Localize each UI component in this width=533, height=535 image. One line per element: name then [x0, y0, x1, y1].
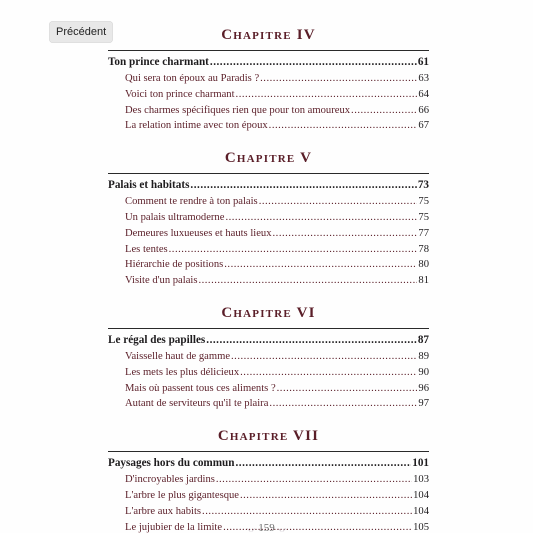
chapter-divider	[108, 50, 429, 51]
chapter-section	[108, 302, 429, 412]
toc-entry-page: 73	[417, 179, 429, 192]
toc-main-entry[interactable]	[108, 331, 429, 349]
toc-entry-label: Comment te rendre à ton palais	[125, 196, 258, 208]
toc-entry-label: L'arbre aux habits	[125, 505, 202, 517]
toc-sub-entry[interactable]	[108, 488, 429, 504]
toc-sub-entry[interactable]	[108, 194, 429, 210]
toc-entry-page: 104	[413, 505, 429, 517]
leader-dots	[198, 273, 417, 289]
toc-entry-label: Le régal des papilles	[108, 333, 206, 346]
chapter-heading: Chapitre V	[224, 150, 313, 167]
toc-entry-label: D'incroyables jardins	[125, 474, 215, 486]
toc-entry-page: 67	[418, 120, 429, 132]
toc-entry-page: 96	[418, 382, 429, 394]
leader-dots	[273, 226, 418, 242]
toc-entry-page: 78	[418, 243, 429, 255]
ornament-right-icon: ⸜⸝	[277, 523, 287, 533]
toc-sub-entry[interactable]	[108, 257, 429, 273]
chapter-divider	[108, 328, 429, 329]
leader-dots	[231, 349, 417, 365]
toc-sub-entry[interactable]	[108, 504, 429, 520]
toc-entry-label: Visite d'un palais	[125, 275, 198, 287]
leader-dots	[224, 257, 417, 273]
toc-sub-entry[interactable]	[108, 87, 429, 103]
toc-entry-page: 101	[412, 457, 429, 470]
leader-dots	[236, 87, 418, 103]
toc-entry-page: 97	[418, 398, 429, 410]
toc-sub-entry[interactable]	[108, 396, 429, 412]
toc-entry-page: 77	[418, 227, 429, 239]
leader-dots	[210, 53, 417, 71]
leader-dots	[216, 472, 412, 488]
toc-sub-entry[interactable]	[108, 381, 429, 397]
toc-entry-label: Vaisselle haut de gamme	[125, 350, 231, 362]
toc-main-entry[interactable]	[108, 53, 429, 71]
toc-entry-page: 80	[418, 259, 429, 271]
toc-entry-page: 103	[413, 474, 429, 486]
ornament-left-icon: ⸜⸝	[246, 523, 256, 533]
toc-entry-label: Demeures luxueuses et hauts lieux	[125, 227, 272, 239]
chapter-section	[108, 147, 429, 289]
toc-entry-label: Un palais ultramoderne	[125, 211, 225, 223]
toc-entry-label: Hiérarchie de positions	[125, 259, 224, 271]
leader-dots	[260, 71, 417, 87]
chapter-heading: Chapitre IV	[221, 27, 316, 43]
chapter-section	[108, 425, 429, 535]
leader-dots	[269, 396, 417, 412]
chapter-heading: Chapitre VII	[217, 428, 320, 445]
chapter-section	[108, 24, 429, 134]
toc-entry-label: Le jujubier de la limite	[125, 521, 223, 533]
back-button[interactable]: Précédent	[49, 21, 113, 43]
leader-dots	[269, 118, 418, 134]
toc-entry-label: Autant de serviteurs qu'il te plaira	[125, 398, 269, 410]
toc-entry-label: Voici ton prince charmant	[125, 88, 235, 100]
leader-dots	[169, 242, 418, 258]
toc-entry-page: 90	[418, 366, 429, 378]
toc-sub-entry[interactable]	[108, 118, 429, 134]
page-number: 159	[258, 522, 275, 534]
toc-sub-entry[interactable]	[108, 210, 429, 226]
toc-sub-entry[interactable]	[108, 103, 429, 119]
leader-dots	[259, 194, 418, 210]
leader-dots	[225, 210, 417, 226]
toc-main-entry[interactable]	[108, 454, 429, 472]
toc-sub-entry[interactable]	[108, 242, 429, 258]
chapter-heading: Chapitre VI	[221, 304, 316, 321]
toc-entry-label: Paysages hors du commun	[108, 457, 235, 470]
toc-entry-label: L'arbre le plus gigantesque	[125, 489, 239, 501]
leader-dots	[190, 176, 416, 194]
toc-entry-page: 75	[418, 196, 429, 208]
leader-dots	[206, 331, 417, 349]
toc-entry-page: 64	[418, 88, 429, 100]
leader-dots	[240, 365, 417, 381]
toc-entry-page: 81	[418, 275, 429, 287]
toc-entry-label: Ton prince charmant	[108, 56, 209, 68]
toc-sub-entry[interactable]	[108, 273, 429, 289]
chapter-divider	[108, 451, 429, 452]
leader-dots	[236, 454, 412, 472]
leader-dots	[240, 488, 412, 504]
toc-entry-label: Qui sera ton époux au Paradis ?	[125, 73, 260, 84]
toc-entry-page: 104	[413, 489, 429, 501]
toc-sub-entry[interactable]	[108, 226, 429, 242]
toc-entry-label: Mais où passent tous ces aliments ?	[125, 382, 276, 394]
table-of-contents	[108, 24, 429, 535]
toc-entry-page: 75	[418, 211, 429, 223]
toc-main-entry[interactable]	[108, 176, 429, 194]
toc-sub-entry[interactable]	[108, 71, 429, 87]
toc-sub-entry[interactable]	[108, 472, 429, 488]
toc-entry-page: 63	[418, 73, 429, 84]
toc-entry-label: La relation intime avec ton époux	[125, 120, 268, 132]
toc-entry-page: 105	[413, 521, 429, 533]
toc-entry-label: Des charmes spécifiques rien que pour ton amoureux	[125, 104, 351, 116]
toc-entry-page: 66	[418, 104, 429, 116]
toc-entry-page: 87	[417, 333, 429, 346]
toc-entry-label: Palais et habitats	[108, 179, 190, 192]
toc-sub-entry[interactable]	[108, 349, 429, 365]
toc-sub-entry[interactable]	[108, 365, 429, 381]
chapter-divider	[108, 173, 429, 174]
leader-dots	[277, 381, 418, 397]
toc-entry-label: Les mets les plus délicieux	[125, 366, 240, 378]
toc-entry-label: Les tentes	[125, 243, 168, 255]
leader-dots	[202, 504, 412, 520]
leader-dots	[351, 103, 417, 119]
toc-entry-page: 89	[418, 350, 429, 362]
toc-entry-page: 61	[417, 56, 429, 68]
